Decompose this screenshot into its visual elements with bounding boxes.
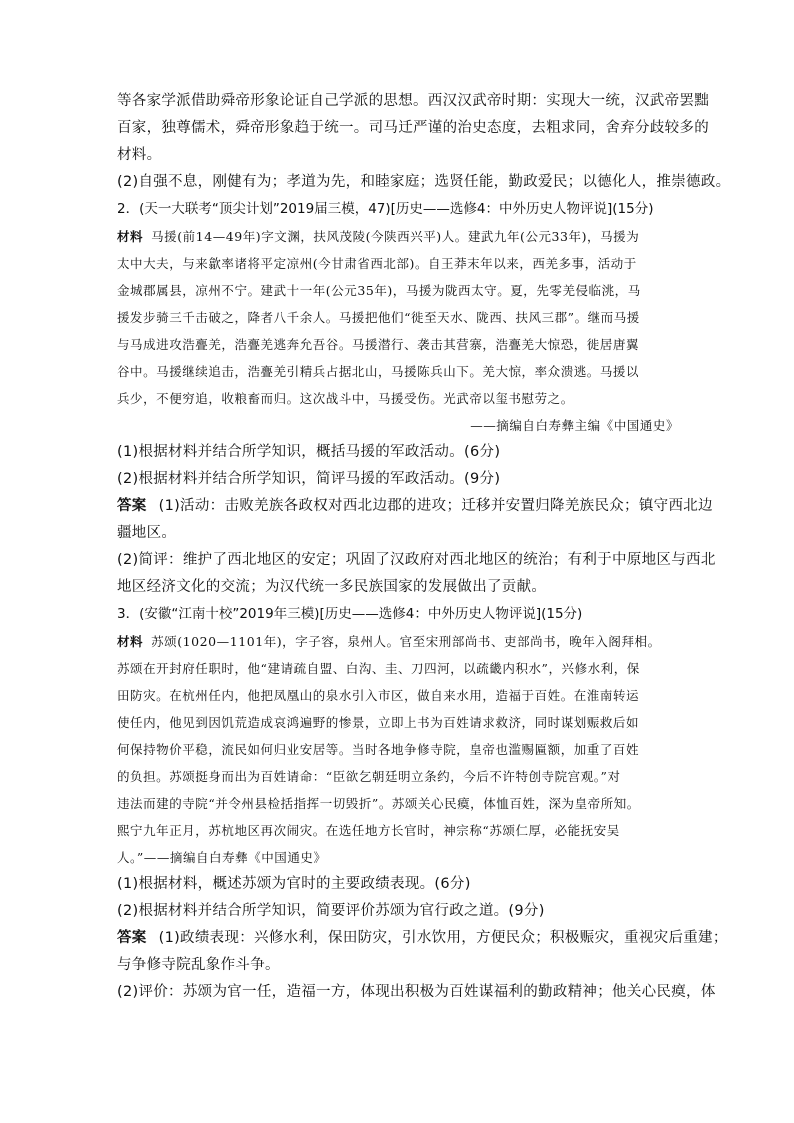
answer-line [117,925,728,952]
material-line: 何保持物价平稳，流民如何归业安居等。当时各地争修寺院，皇帝也滥赐匾额，加重了百姓 [117,742,640,757]
text-line: 百家，独尊儒术，舜帝形象趋于统一。司马迁严谨的治史态度，去粗求同，舍弃分歧较多的 [117,120,709,136]
section-1 [117,88,731,196]
material-line: 金城郡属县，凉州不宁。建武十一年(公元35年)，马援为陇西太守。夏，先零羌侵临洮，马 [117,283,641,298]
material-line: 兵少，不便穷追，收粮畜而归。这次战斗中，马援受伤。光武帝以玺书慰劳之。 [117,391,574,406]
material-line: 苏颂在开封府任职时，他“建请疏自盟、白沟、圭、刀四河，以疏畿内积水”，兴修水利，保 [117,661,640,676]
material-line: 熙宁九年正月，苏杭地区再次闹灾。在选任地方长官时，神宗称“苏颂仁厚，必能抚安吴 [117,823,620,838]
material-line: 谷中。马援继续追击，浩亹羌引精兵占据北山，马援陈兵山下。羌大惊，率众溃逃。马援以 [117,364,640,379]
question-heading: 2．(天一大联考“顶尖计划”2019届三模，47)[历史——选修4：中外历史人物评说](15分) [117,201,654,217]
answer-line: 与争修寺院乱象作斗争。 [117,957,280,973]
material-line: 援发步骑三千击破之，降者八千余人。马援把他们“徙至天水、陇西、扶风三郡”。继而马援 [117,310,640,325]
answer-line: 疆地区。 [117,525,177,541]
document-page [117,88,731,1006]
material-line: 与马成进攻浩亹羌，浩亹羌逃奔允吾谷。马援潜行、袭击其营寨，浩亹羌大惊恐，徙居唐翼 [117,337,640,352]
material-line: 违法而建的寺院“并令州县检括指挥一切毁折”。苏颂关心民瘼，体恤百姓，深为皇帝所知。 [117,796,640,811]
material-label: 材料 [117,634,144,649]
answer-line: (2)简评：维护了西北地区的安定；巩固了汉政府对西北地区的统治；有利于中原地区与西北 [117,552,716,568]
text-line: (2)自强不息，刚健有为；孝道为先，和睦家庭；选贤任能，勤政爱民；以德化人，推崇德政。 [117,174,731,190]
material-text: 马援(前14—49年)字文渊，扶风茂陵(今陕西兴平)人。建武九年(公元33年)，马援为 [151,229,640,244]
material-text: 苏颂(1020—1101年)，字子容，泉州人。官至宋刑部尚书、吏部尚书，晚年入阁拜相。 [151,634,661,649]
answer-line [117,493,713,520]
sub-question: (1)根据材料，概述苏颂为官时的主要政绩表现。(6分) [117,876,471,892]
answer-line: (2)评价：苏颂为官一任，造福一方，体现出积极为百姓谋福利的勤政精神；他关心民瘼，体 [117,984,716,1000]
material-line: 田防灾。在杭州任内，他把凤凰山的泉水引入市区，做自来水用，造福于百姓。在淮南转运 [117,688,640,703]
text-line: 材料。 [117,147,162,163]
answer-label: 答案 [117,498,147,514]
answer-text: (1)活动：击败羌族各政权对西北边郡的进攻；迁移并安置归降羌族民众；镇守西北边 [158,498,713,514]
sub-question: (2)根据材料并结合所学知识，简要评价苏颂为官行政之道。(9分) [117,903,545,919]
material-line [117,628,679,655]
material-line [117,223,679,250]
question-heading: 3．(安徽“江南十校”2019年三模)[历史——选修4：中外历史人物评说](15分) [117,606,583,622]
material-line: 太中大夫，与来歙率诸将平定凉州(今甘肃省西北部)。自王莽末年以来，西羌多事，活动于 [117,256,637,271]
source-citation: ——摘编自白寿彝主编《中国通史》 [470,418,679,433]
text-line: 等各家学派借助舜帝形象论证自己学派的思想。西汉汉武帝时期：实现大一统，汉武帝罢黜 [117,93,709,109]
sub-question: (2)根据材料并结合所学知识，简评马援的军政活动。(9分) [117,471,501,487]
question-3 [117,601,728,1006]
answer-line: 地区经济文化的交流；为汉代统一多民族国家的发展做出了贡献。 [117,579,547,595]
material-line: 的负担。苏颂挺身而出为百姓请命：“臣欲乞朝廷明立条约，今后不许特创寺院宫观。”对 [117,769,621,784]
material-label: 材料 [117,229,144,244]
answer-text: (1)政绩表现：兴修水利，保田防灾，引水饮用，方便民众；积极赈灾，重视灾后重建； [158,930,728,946]
answer-label: 答案 [117,930,147,946]
question-2 [117,196,716,601]
material-line: 使任内，他见到因饥荒造成哀鸿遍野的惨景，立即上书为百姓请求救济，同时谋划赈救后如 [117,715,640,730]
material-line: 人。”——摘编自白寿彝《中国通史》 [117,850,327,865]
sub-question: (1)根据材料并结合所学知识，概括马援的军政活动。(6分) [117,444,501,460]
